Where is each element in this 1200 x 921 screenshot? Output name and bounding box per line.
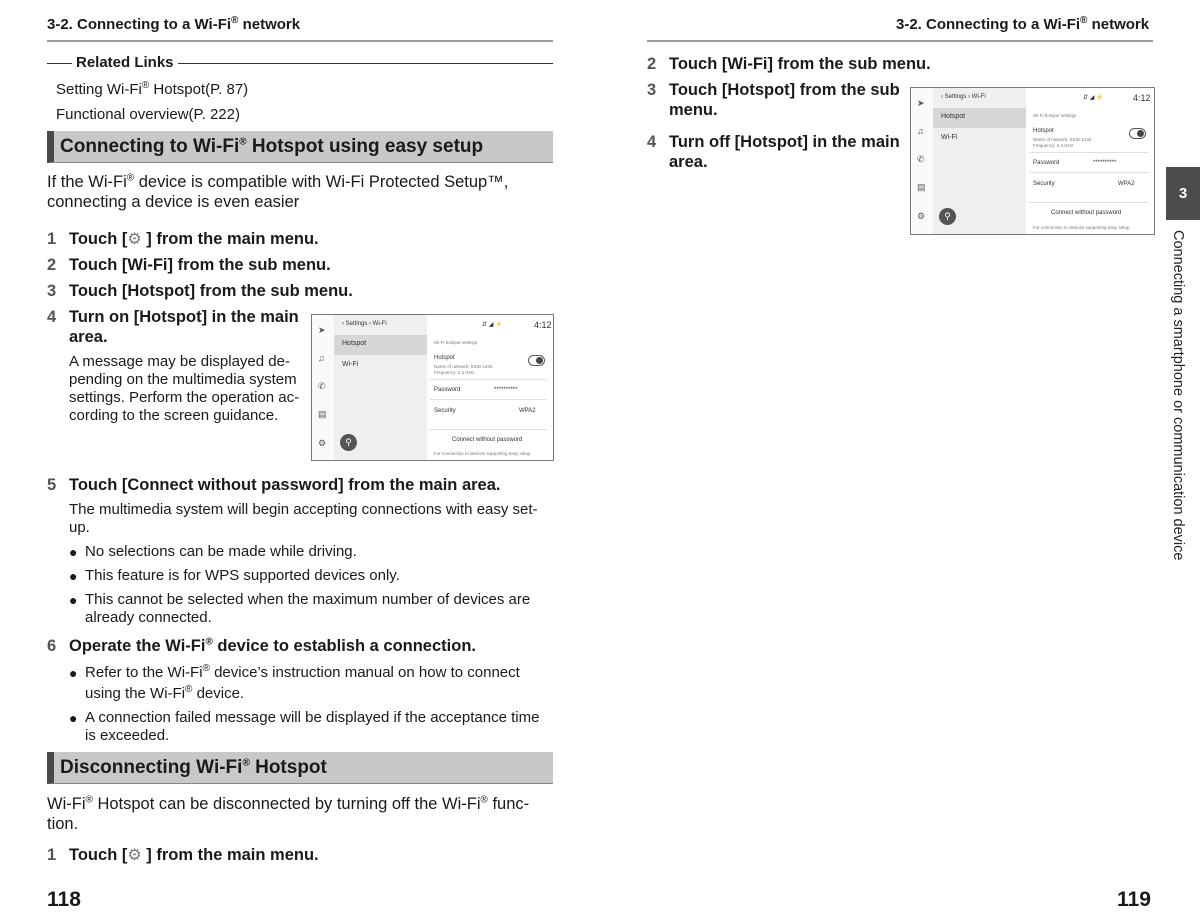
bullet-item-cont: is exceeded. <box>85 727 170 744</box>
page-number-left: 118 <box>47 888 81 911</box>
related-links-title: Related Links <box>72 54 178 71</box>
step-2: 2 Touch [Wi-Fi] from the sub menu. <box>47 256 331 274</box>
settings-gear-icon: ⚙ <box>917 211 926 221</box>
page-number-right: 119 <box>1117 888 1151 911</box>
phone-icon: ✆ <box>917 154 925 164</box>
chapter-side-title: Connecting a smartphone or communication device <box>1170 230 1186 561</box>
bullet-item-cont: already connected. <box>85 609 212 626</box>
icon-rail <box>312 315 335 460</box>
bullet-item: ● Refer to the Wi-Fi® device’s instruction manual on how to connect <box>69 664 520 682</box>
icon-rail <box>911 88 934 234</box>
connect-hint: For connection to devices supporting easy setup <box>434 451 531 456</box>
step-1: 1 Touch [⚙ ] from the main menu. <box>47 230 319 248</box>
section-title-easy-setup: Connecting to Wi-Fi® Hotspot using easy setup <box>47 131 553 163</box>
chapter-tab[interactable]: 3 <box>1166 167 1200 220</box>
hotspot-label: Hotspot <box>1033 128 1054 134</box>
hotspot-detail-2: Frequency: 2.4 GHz <box>434 370 475 375</box>
right-step-2: 2 Touch [Wi-Fi] from the sub menu. <box>647 55 931 73</box>
car-icon: ▤ <box>318 409 327 419</box>
car-icon: ▤ <box>917 182 926 192</box>
sub-item-hotspot[interactable]: Hotspot <box>342 340 367 347</box>
related-link-hotspot[interactable]: Setting Wi-Fi® Hotspot(P. 87) <box>56 80 249 98</box>
password-value: ********** <box>494 387 518 393</box>
gear-icon: ⚙ <box>127 231 142 248</box>
clock: 4:12 <box>1133 93 1151 103</box>
sub-item-hotspot[interactable]: Hotspot <box>941 113 966 120</box>
bullet-item: ● A connection failed message will be displayed if the acceptance time <box>69 709 539 727</box>
music-icon: ♫ <box>318 353 325 363</box>
section-intro: If the Wi-Fi® device is compatible with Wi-Fi Protected Setup™, connecting a device is even easier <box>47 172 509 211</box>
music-icon: ♫ <box>917 126 924 136</box>
section2-intro-1: Wi-Fi® Hotspot can be disconnected by turning off the Wi-Fi® func- <box>47 794 530 813</box>
sub-item-wifi[interactable]: Wi-Fi <box>941 134 958 141</box>
hotspot-detail-1: Name of network: SSID-1234 <box>434 364 493 369</box>
status-icons: ⇵ ◢ ⚡ <box>482 322 503 328</box>
password-label: Password <box>434 387 461 393</box>
step-5-body-2: up. <box>69 519 90 536</box>
bullet-item: ● This feature is for WPS supported devices only. <box>69 567 400 585</box>
connect-without-password-button[interactable]: Connect without password <box>1051 210 1122 216</box>
hotspot-detail-1: Name of network: SSID-1234 <box>1033 137 1092 142</box>
step-4-body-4: cording to the screen guidance. <box>69 407 279 424</box>
right-step-4-line2: area. <box>669 153 708 171</box>
main-hint: Wi-Fi hotspot settings <box>1033 113 1077 118</box>
section-title-disconnecting: Disconnecting Wi-Fi® Hotspot <box>47 752 553 784</box>
gear-icon: ⚙ <box>127 847 142 864</box>
status-icons: ⇵ ◢ ⚡ <box>1083 95 1104 101</box>
right-step-4: 4 Turn off [Hotspot] in the main <box>647 133 900 151</box>
step-4-body-2: pending on the multimedia system <box>69 371 297 388</box>
bullet-item-cont: using the Wi-Fi® device. <box>85 684 245 702</box>
section2-intro-2: tion. <box>47 815 79 833</box>
phone-icon: ✆ <box>318 381 326 391</box>
step-4-line2: area. <box>69 328 108 346</box>
hotspot-label: Hotspot <box>434 355 455 361</box>
search-icon[interactable]: ⚲ <box>340 434 357 451</box>
connect-without-password-button[interactable]: Connect without password <box>452 437 523 443</box>
settings-gear-icon: ⚙ <box>318 438 327 448</box>
step-5: 5 Touch [Connect without password] from the main area. <box>47 476 501 494</box>
security-label: Security <box>434 408 456 414</box>
screenshot-hotspot-on <box>311 314 554 461</box>
step-3: 3 Touch [Hotspot] from the sub menu. <box>47 282 353 300</box>
search-icon[interactable]: ⚲ <box>939 208 956 225</box>
password-value: ********** <box>1093 160 1117 166</box>
clock: 4:12 <box>534 320 552 330</box>
security-label: Security <box>1033 181 1055 187</box>
right-step-3: 3 Touch [Hotspot] from the sub <box>647 81 900 99</box>
connect-hint: For connection to devices supporting easy setup <box>1033 225 1130 230</box>
main-hint: Wi-Fi hotspot settings <box>434 340 478 345</box>
step-4: 4 Turn on [Hotspot] in the main <box>47 308 299 326</box>
navigation-icon: ➤ <box>318 325 326 335</box>
hotspot-detail-2: Frequency: 2.4 GHz <box>1033 143 1074 148</box>
password-label: Password <box>1033 160 1060 166</box>
right-step-3-line2: menu. <box>669 101 718 119</box>
step-4-body-1: A message may be displayed de- <box>69 353 290 370</box>
hotspot-toggle[interactable] <box>528 355 545 366</box>
breadcrumb: ‹ Settings › Wi-Fi <box>342 321 387 327</box>
step-6: 6 Operate the Wi-Fi® device to establish a connection. <box>47 636 476 655</box>
header-rule <box>647 40 1153 42</box>
security-value[interactable]: WPA2 <box>1118 181 1135 187</box>
sub-menu <box>933 88 1026 234</box>
screenshot-hotspot-off <box>910 87 1155 235</box>
right-page-header: 3-2. Connecting to a Wi-Fi® network <box>896 15 1150 33</box>
sub-item-wifi[interactable]: Wi-Fi <box>342 361 359 368</box>
bullet-item: ● This cannot be selected when the maximum number of devices are <box>69 591 530 609</box>
navigation-icon: ➤ <box>917 98 925 108</box>
sub-menu <box>334 315 427 460</box>
step-5-body-1: The multimedia system will begin accepting connections with easy set- <box>69 501 538 518</box>
security-value[interactable]: WPA2 <box>519 408 536 414</box>
breadcrumb: ‹ Settings › Wi-Fi <box>941 94 986 100</box>
step-4-body-3: settings. Perform the operation ac- <box>69 389 300 406</box>
hotspot-toggle[interactable] <box>1129 128 1146 139</box>
header-rule <box>47 40 553 42</box>
related-link-overview[interactable]: Functional overview(P. 222) <box>56 106 240 123</box>
bullet-item: ● No selections can be made while driving. <box>69 543 357 561</box>
left-page-header: 3-2. Connecting to a Wi-Fi® network <box>47 15 301 33</box>
section2-step-1: 1 Touch [⚙ ] from the main menu. <box>47 846 319 864</box>
